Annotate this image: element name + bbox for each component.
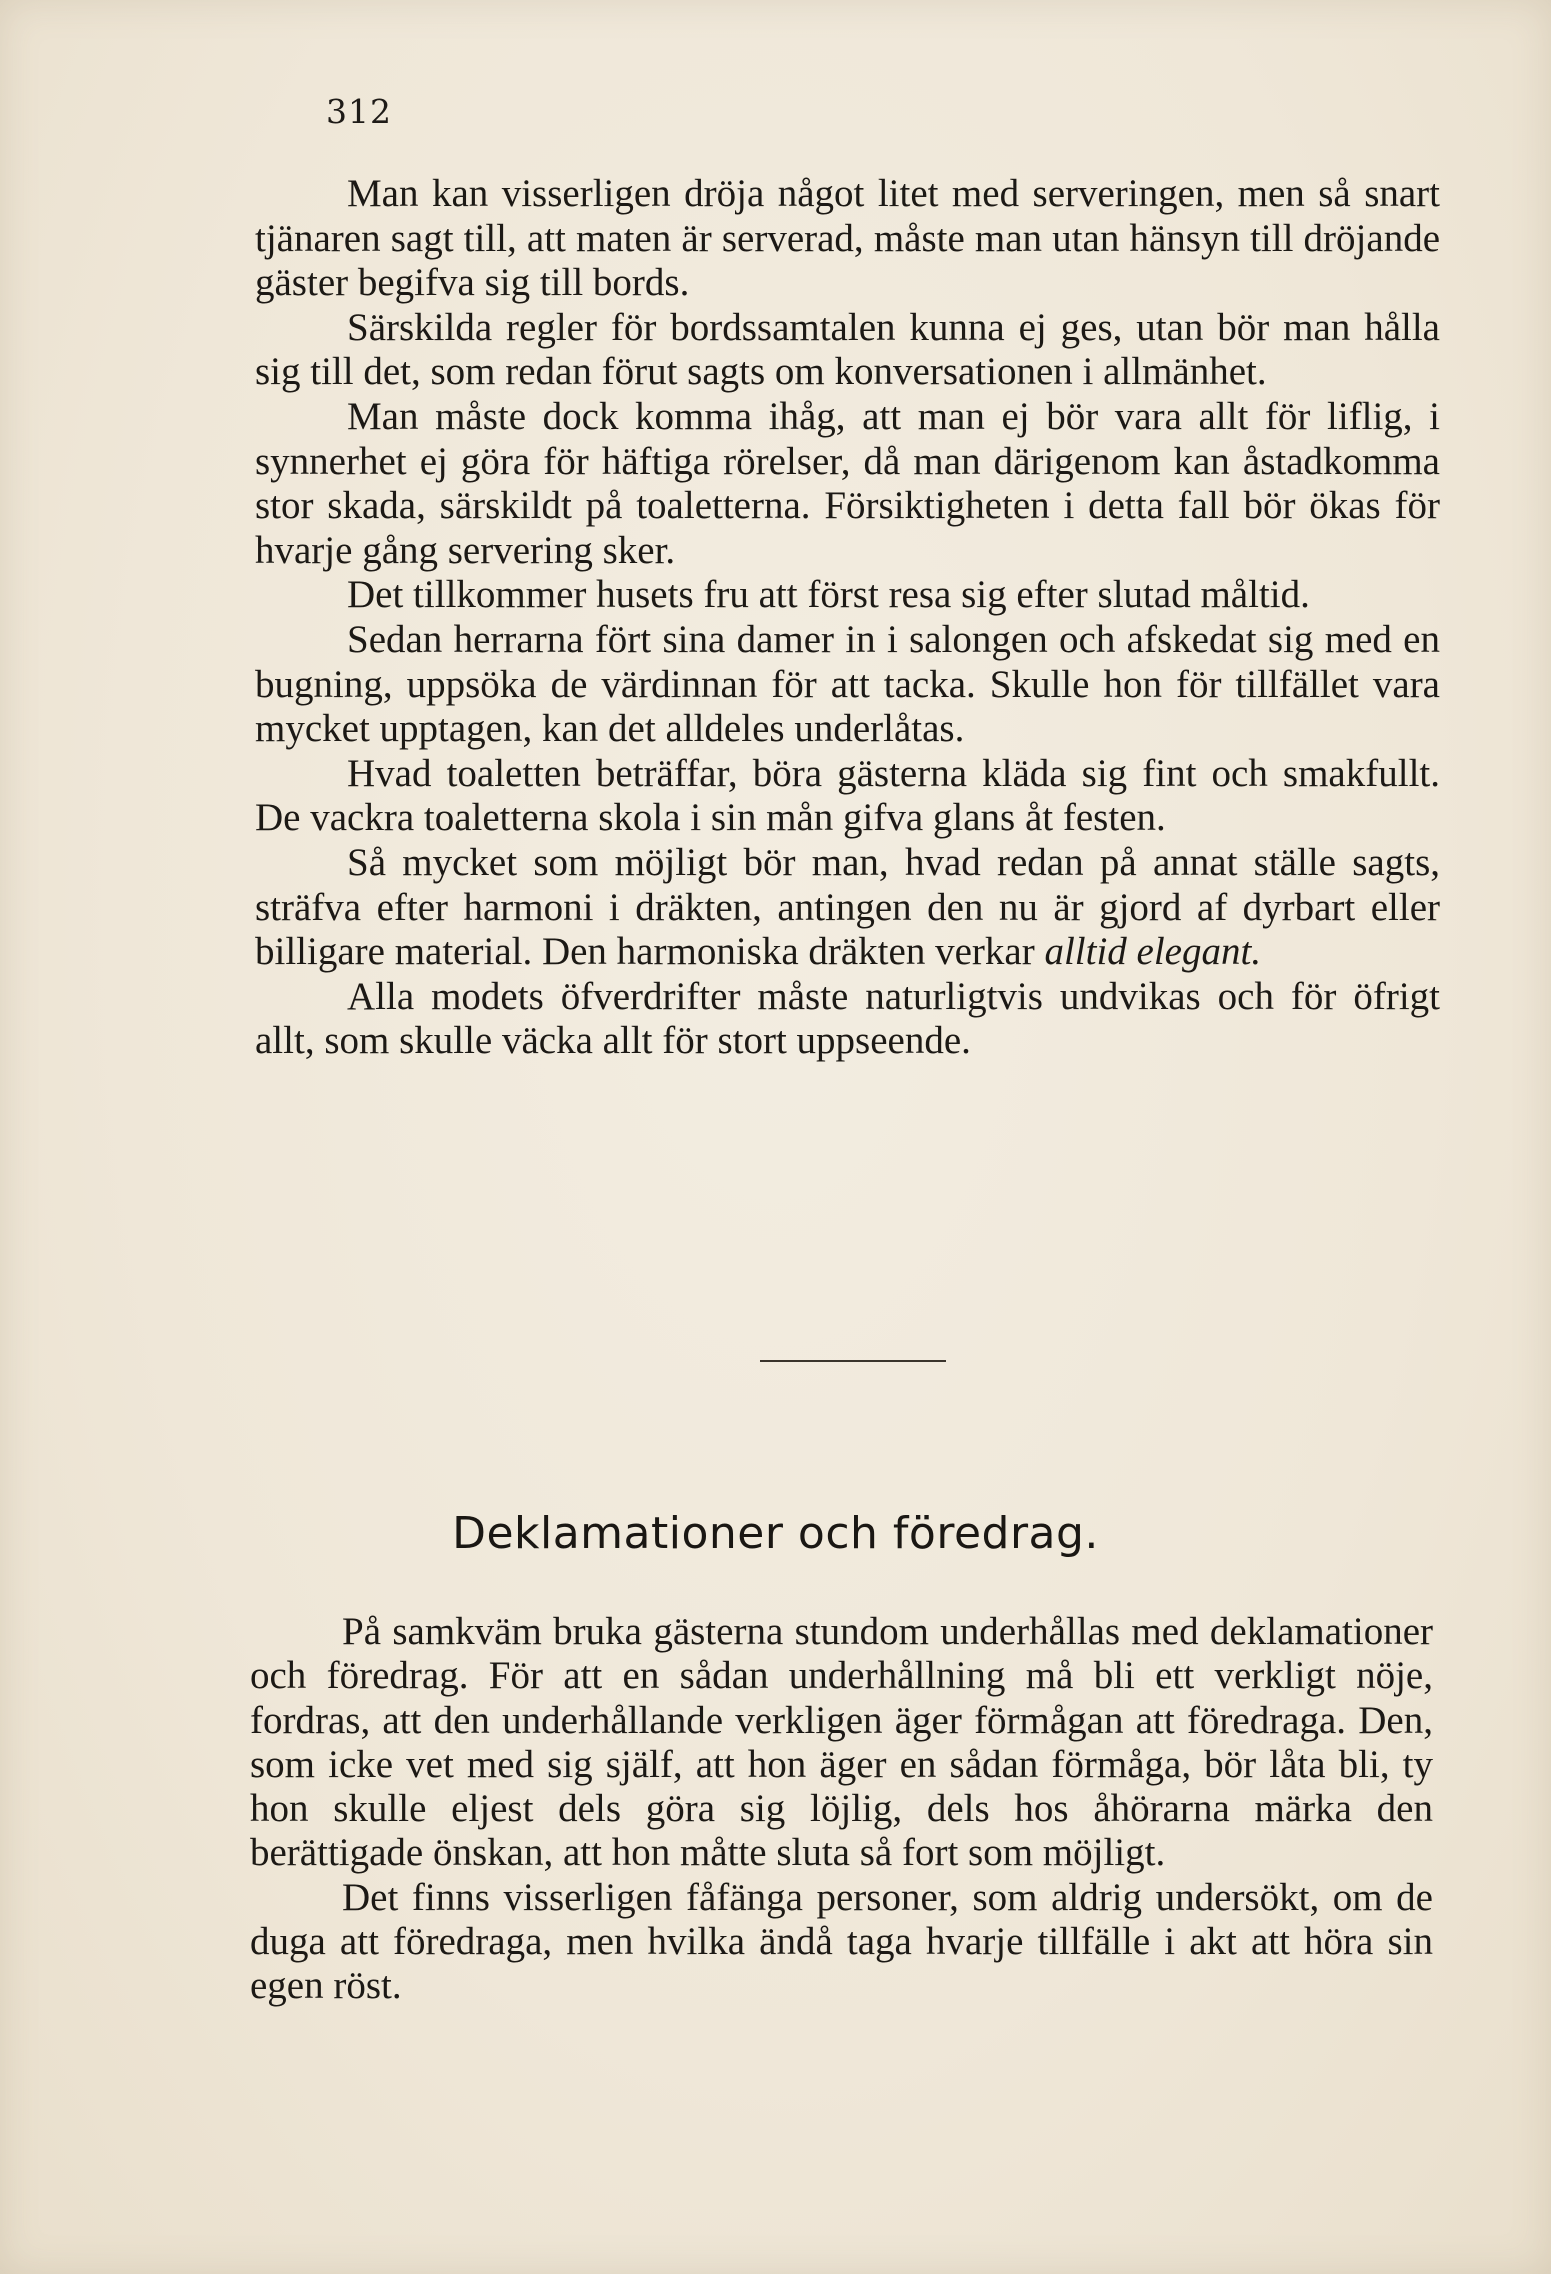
section-divider xyxy=(760,1360,946,1362)
paragraph: Hvad toaletten beträffar, böra gästerna kläda sig fint och smakfullt. De vackra toaletterna skola i sin mån gifva glans åt festen. xyxy=(255,751,1440,840)
section-heading: Deklamationer och föredrag. xyxy=(452,1508,1099,1559)
page-number: 312 xyxy=(326,92,392,131)
paragraph-text: Så mycket som möjligt bör man, hvad redan på annat ställe sagts, sträfva efter harmoni i dräkten, antingen den nu är gjord af dyrbart eller billigare material. Den harmoniska dräkten verkar xyxy=(255,840,1440,974)
italic-phrase: alltid elegant. xyxy=(1044,930,1262,974)
paragraph: På samkväm bruka gästerna stundom underhållas med deklamationer och föredrag. För att en sådan underhållning må bli ett verkligt nöje, fordras, att den underhållande verkligen äger förmågan att föredraga. Den, som icke vet med sig själf, att hon äger en sådan förmåga, bör låta bli, ty hon skulle eljest dels göra sig löjlig, dels hos åhörarna märka den berättigade önskan, att hon måtte sluta så fort som möjligt. xyxy=(250,1610,1433,1875)
paragraph-harmony xyxy=(255,841,1440,975)
paragraph: Särskilda regler för bordssamtalen kunna ej ges, utan bör man hålla sig till det, som redan förut sagts om konversationen i allmänhet. xyxy=(255,305,1440,394)
paragraph: Sedan herrarna fört sina damer in i salongen och afskedat sig med en bugning, uppsöka de värdinnan för att tacka. Skulle hon för tillfället vara mycket upptagen, kan det alldeles underlåtas. xyxy=(255,617,1440,751)
paragraph: Man måste dock komma ihåg, att man ej bör vara allt för liflig, i synnerhet ej göra för häftiga rörelser, då man därigenom kan åstadkomma stor skada, särskildt på toaletterna. Försiktigheten i detta fall bör ökas för hvarje gång servering sker. xyxy=(255,394,1440,572)
paragraph: Det tillkommer husets fru att först resa sig efter slutad måltid. xyxy=(347,573,1310,617)
paragraph: Man kan visserligen dröja något litet med serveringen, men så snart tjänaren sagt till, att maten är serverad, måste man utan hänsyn till dröjande gäster begifva sig till bords. xyxy=(255,172,1440,305)
body-text-section-2 xyxy=(250,1610,1433,2009)
paragraph: Alla modets öfverdrifter måste naturligtvis undvikas och för öfrigt allt, som skulle väcka allt för stort uppseende. xyxy=(255,974,1440,1063)
body-text-section-1 xyxy=(255,172,1440,1064)
paragraph: Det finns visserligen fåfänga personer, som aldrig undersökt, om de duga att föredraga, men hvilka ändå taga hvarje tillfälle i akt att höra sin egen röst. xyxy=(250,1875,1433,2008)
